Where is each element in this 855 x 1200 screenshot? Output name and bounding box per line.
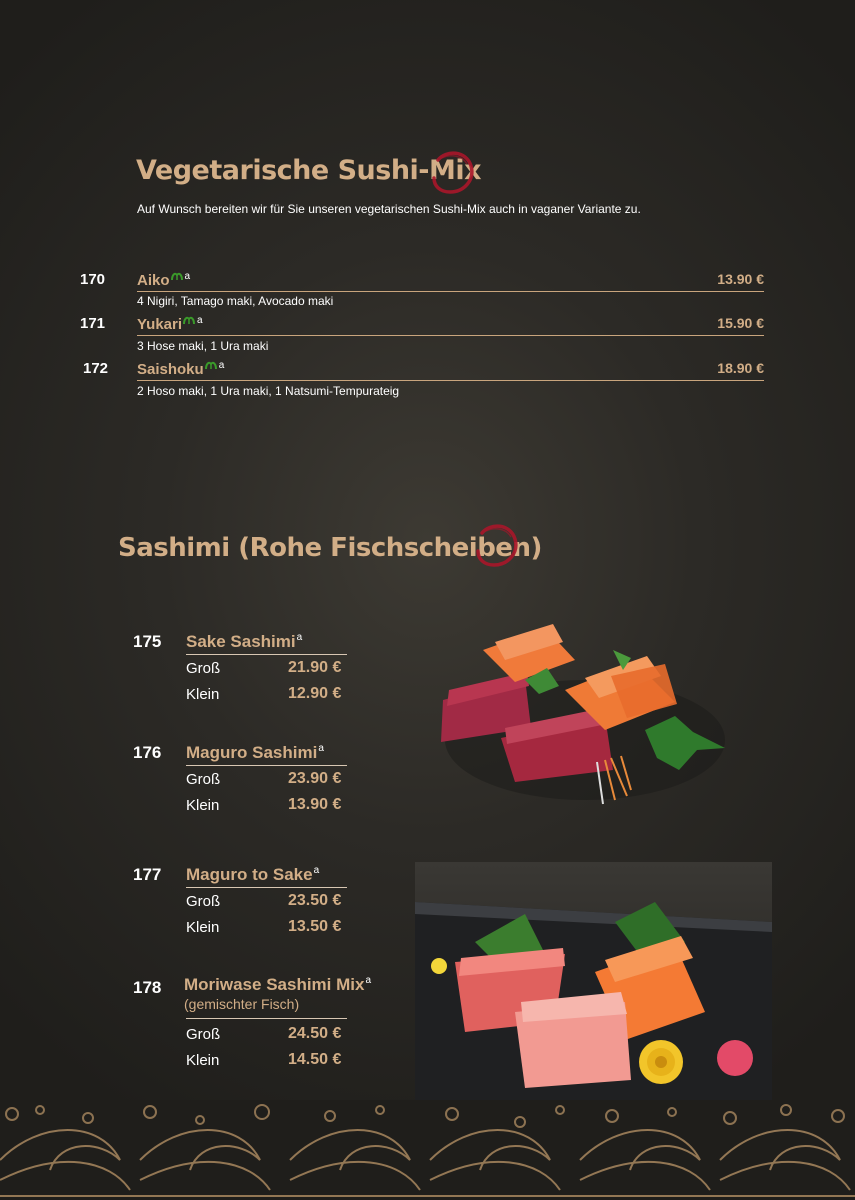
item-number: 176 <box>133 743 162 762</box>
item-price: 13.90 € <box>717 271 764 287</box>
size-label: Klein <box>186 1052 220 1069</box>
size-price: 21.90 € <box>288 659 342 676</box>
item-name: Saishoku $^a$ <box>137 360 225 378</box>
divider <box>186 765 347 766</box>
item-number: 178 <box>133 978 162 997</box>
divider <box>137 380 764 381</box>
item-description: 4 Nigiri, Tamago maki, Avocado maki <box>137 294 334 308</box>
menu-item-177 <box>133 865 393 945</box>
item-price: 18.90 € <box>717 360 764 376</box>
divider <box>186 887 347 888</box>
item-description: 2 Hoso maki, 1 Ura maki, 1 Natsumi-Tempurateig <box>137 384 400 398</box>
item-name: Moriwase Sashimi Mix$^a$ <box>184 975 372 994</box>
size-price: 23.50 € <box>288 892 342 909</box>
vegetarian-section-title: Vegetarische Sushi-Mix <box>136 155 482 186</box>
size-price: 24.50 € <box>288 1025 342 1042</box>
size-price: 14.50 € <box>288 1051 342 1068</box>
menu-item-176 <box>133 743 393 823</box>
sashimi-section-title: Sashimi (Rohe Fischscheiben) <box>118 533 542 563</box>
size-label: Groß <box>186 893 221 910</box>
allergen-label: a <box>365 975 372 987</box>
menu-item-170 <box>80 271 764 295</box>
menu-item-172 <box>80 360 764 384</box>
size-label: Groß <box>186 771 221 788</box>
menu-item-171 <box>80 315 764 339</box>
menu-item-178 <box>133 975 393 1075</box>
item-name: Aiko $^a$ <box>137 271 191 289</box>
item-name: Sake Sashimi$^a$ <box>186 632 303 651</box>
size-price: 13.90 € <box>288 796 342 813</box>
leaf-icon <box>183 315 195 325</box>
size-label: Klein <box>186 797 220 814</box>
item-subtitle: (gemischter Fisch) <box>184 996 300 1012</box>
size-label: Klein <box>186 919 220 936</box>
item-number: 175 <box>133 632 162 651</box>
size-label: Klein <box>186 686 220 703</box>
size-price: 13.50 € <box>288 918 342 935</box>
divider <box>137 335 764 336</box>
divider <box>186 1018 347 1019</box>
leaf-icon <box>171 271 183 281</box>
leaf-icon <box>205 360 217 370</box>
item-name: Maguro Sashimi$^a$ <box>186 743 324 762</box>
item-name: Yukari $^a$ <box>137 315 203 333</box>
item-description: 3 Hose maki, 1 Ura maki <box>137 339 269 353</box>
enso-ring-icon <box>428 146 476 198</box>
allergen-label: a <box>184 271 191 282</box>
item-price: 15.90 € <box>717 315 764 331</box>
divider <box>137 291 764 292</box>
size-price: 12.90 € <box>288 685 342 702</box>
size-label: Groß <box>186 660 221 677</box>
enso-ring-icon <box>472 519 520 571</box>
allergen-label: a <box>296 632 303 644</box>
allergen-label: a <box>313 865 320 877</box>
vegetarian-intro: Auf Wunsch bereiten wir für Sie unseren vegetarischen Sushi-Mix auch in vaganer Variante zu. <box>137 202 641 216</box>
item-number: 171 <box>80 315 106 332</box>
size-label: Groß <box>186 1026 221 1043</box>
menu-item-175 <box>133 632 393 712</box>
allergen-label: a <box>318 743 324 755</box>
item-number: 177 <box>133 865 162 884</box>
divider <box>186 654 347 655</box>
allergen-label: a <box>197 315 203 326</box>
item-name: Maguro to Sake$^a$ <box>186 865 320 884</box>
item-number: 172 <box>83 360 109 377</box>
wave-border-decoration <box>0 1100 855 1200</box>
sashimi-photo-moriwase <box>415 862 772 1100</box>
item-number: 170 <box>80 271 106 288</box>
sashimi-photo-salmon-tuna <box>435 620 735 815</box>
size-price: 23.90 € <box>288 770 342 787</box>
allergen-label: a <box>218 360 225 371</box>
